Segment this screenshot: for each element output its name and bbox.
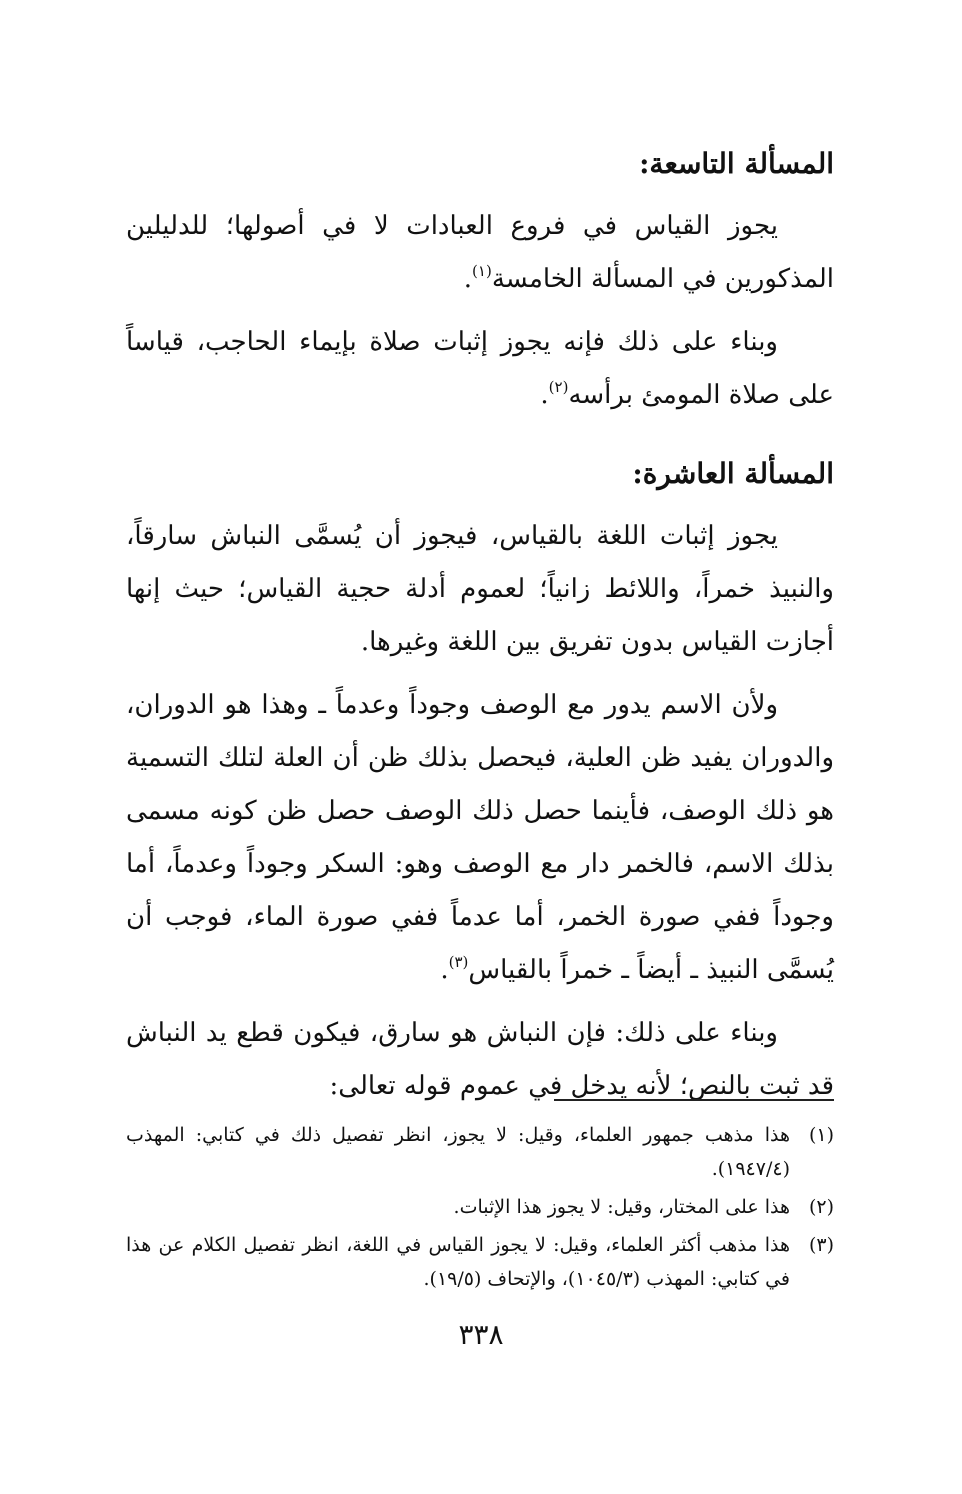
footnote (126, 1118, 834, 1186)
footnote-number: (٢) (808, 1196, 834, 1218)
footnote-separator (554, 1099, 834, 1101)
footnote-ref: (١) (472, 262, 492, 280)
paragraph: ولأن الاسم يدور مع الوصف وجوداً وعدماً ـ وهذا هو الدوران، والدوران يفيد ظن العلية، فيحصل بذلك ظن أن العلة لتلك التسمية هو ذلك الوصف، فأينما حصل ذلك الوصف حصل ظن كونه مسمى بذلك الاسم، فالخمر دار مع الوصف وهو: السكر وجوداً وعدماً، أما وجوداً ففي صورة الخمر، أما عدماً ففي صورة الماء، فوجب أن يُسمَّى النبيذ ـ أيضاً ـ خمراً بالقياس$^{(٣)}$. (126, 690, 834, 985)
paragraph: وبناء على ذلك فإنه يجوز إثبات صلاة بإيماء الحاجب، قياساً على صلاة المومئ برأسه$^{(٢)}$. (126, 327, 834, 410)
footnote-number: (٣) (808, 1234, 834, 1256)
section-heading-ninth: المسألة التاسعة: (639, 147, 834, 180)
main-text (126, 138, 834, 1113)
footnote-text: هذا مذهب جمهور العلماء، وقيل: لا يجوز، انظر تفصيل ذلك في كتابي: المهذب (١٩٤٧/٤). (126, 1124, 790, 1180)
footnote-text: هذا على المختار، وقيل: لا يجوز هذا الإثبات. (453, 1196, 790, 1218)
footnote-number: (١) (808, 1124, 834, 1146)
paragraph: وبناء على ذلك: فإن النباش هو سارق، فيكون قطع يد النباش قد ثبت بالنص؛ لأنه يدخل في عموم قوله تعالى: (126, 1018, 834, 1101)
footnote-text: هذا مذهب أكثر العلماء، وقيل: لا يجوز القياس في اللغة، انظر تفصيل الكلام عن هذا في كتابي: المهذب (١٠٤٥/٣)، والإتحاف (١٩/٥). (126, 1234, 790, 1290)
page-number: ٣٣٨ (458, 1318, 504, 1351)
section-heading-tenth: المسألة العاشرة: (632, 457, 834, 490)
paragraph: يجوز إثبات اللغة بالقياس، فيجوز أن يُسمَّى النباش سارقاً، والنبيذ خمراً، واللائط زانياً؛ لعموم أدلة حجية القياس؛ حيث إنها أجازت القياس بدون تفريق بين اللغة وغيرها. (126, 521, 834, 657)
footnotes (126, 1118, 834, 1300)
footnote (126, 1190, 834, 1224)
paragraph: يجوز القياس في فروع العبادات لا في أصولها؛ للدليلين المذكورين في المسألة الخامسة$^{(١)}$. (126, 211, 834, 294)
footnote-ref: (٣) (448, 953, 469, 971)
footnote-ref: (٢) (548, 378, 569, 396)
footnote (126, 1228, 834, 1296)
